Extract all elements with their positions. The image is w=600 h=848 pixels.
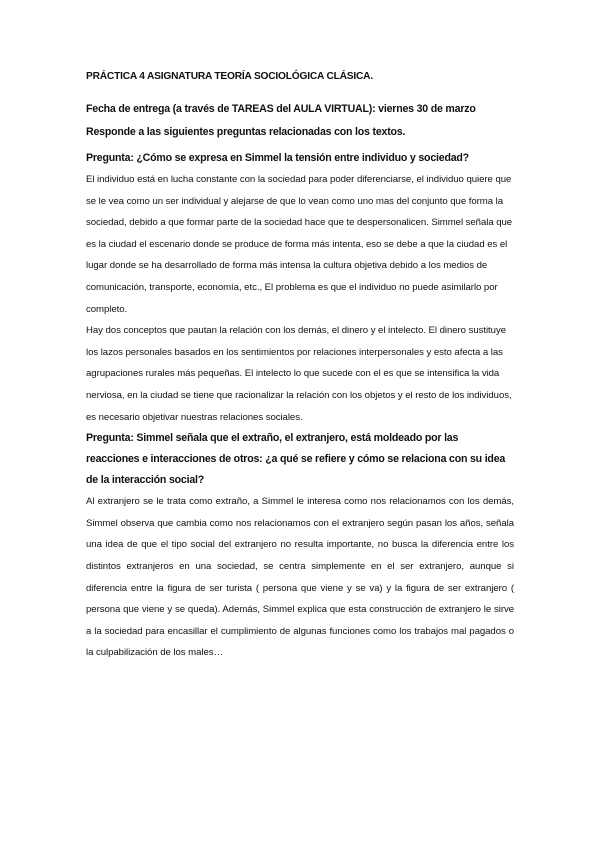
answer-1-paragraph-2: Hay dos conceptos que pautan la relación con los demás, el dinero y el intelecto. El dinero sustituye los lazos personales basados en los sentimientos por relaciones interpersonales y esto afecta a las agrupaciones rurales más pequeñas. El intelecto lo que sucede con el es que se intensifica la vida nerviosa, en la ciudad se tiene que racionalizar la relación con los objetos y el resto de los individuos, es necesario objetivar nuestras relaciones sociales. xyxy=(86,325,512,423)
delivery-date: Fecha de entrega (a través de TAREAS del AULA VIRTUAL): viernes 30 de marzo xyxy=(86,103,476,115)
question-2: Pregunta: Simmel señala que el extraño, el extranjero, está moldeado por las reacciones e interacciones de otros: ¿a qué se refiere y cómo se relaciona con su idea de la interacción social? xyxy=(86,432,506,487)
question-1: Pregunta: ¿Cómo se expresa en Simmel la tensión entre individuo y sociedad? xyxy=(86,152,469,164)
answer-1-paragraph-1: El individuo está en lucha constante con la sociedad para poder diferenciarse, el individuo quiere que se le vea como un ser individual y alejarse de que lo vean como uno mas del conjunto que forma la sociedad, debido a que formar parte de la sociedad hace que te despersonalicen. Simmel señala que es la ciudad el escenario donde se produce de forma más intenta, eso se debe a que la ciudad es el lugar donde se ha desarrollado de forma más intensa la cultura objetiva debido a los medios de comunicación, transporte, economía, etc., El problema es que el individuo no puede asimilarlo por completo. xyxy=(86,174,513,315)
instruction: Responde a las siguientes preguntas relacionadas con los textos. xyxy=(86,126,406,138)
document-title: PRÁCTICA 4 ASIGNATURA TEORÍA SOCIOLÓGICA CLÁSICA. xyxy=(86,71,373,82)
answer-2-paragraph-1: Al extranjero se le trata como extraño, a Simmel le interesa como nos relacionamos con los demás, Simmel observa que cambia como nos relacionamos con el extranjero según pasan los años, señala una idea de que el tipo social del extranjero no resulta importante, no busca la diferencia entre los distintos extranjeros en una sociedad, se centra simplemente en el ser extranjero, aunque si diferencia entre la figura de ser turista ( persona que viene y se va) y la figura de ser extranjero ( persona que viene y se queda). Además, Simmel explica que esta construcción de extranjero le sirve a la sociedad para encasillar el cumplimiento de algunas funciones como los trabajos mal pagados o la culpabilización de los males… xyxy=(86,496,514,659)
